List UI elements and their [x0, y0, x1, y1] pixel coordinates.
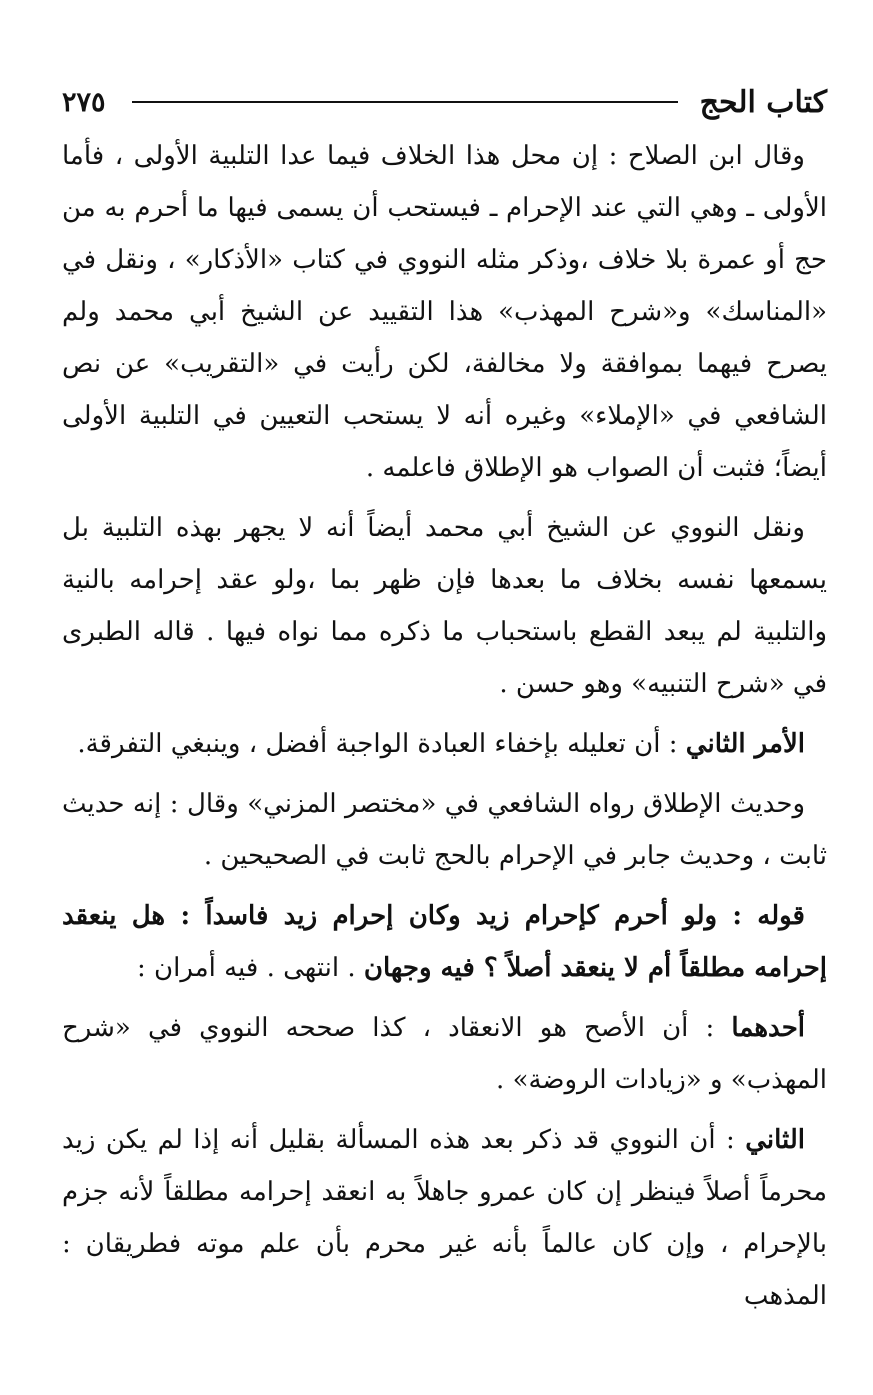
paragraph-5 [62, 890, 827, 994]
book-page [62, 72, 827, 1330]
page-header [62, 72, 827, 132]
paragraph-2 [62, 502, 827, 710]
paragraph-6 [62, 1002, 827, 1106]
paragraph-text: وقال ابن الصلاح : إن محل هذا الخلاف فيما عدا التلبية الأولى ، فأما الأولى ـ وهي التي عند الإحرام ـ فيستحب أن يسمى فيها ما أحرم به من حج أو عمرة بلا خلاف ،وذكر مثله النووي في كتاب «الأذكار» ، ونقل في «المناسك» و«شرح المهذب» هذا التقييد عن الشيخ أبي محمد ولم يصرح فيهما بموافقة ولا مخالفة، لكن رأيت في «التقريب» عن نص الشافعي في «الإملاء» وغيره أنه لا يستحب التعيين في التلبية الأولى أيضاً؛ فثبت أن الصواب هو الإطلاق فاعلمه . [62, 141, 827, 483]
paragraph-text: : أن النووي قد ذكر بعد هذه المسألة بقليل أنه إذا لم يكن زيد محرماً أصلاً فينظر إن كان عمرو جاهلاً به انعقد إحرامه مطلقاً لأنه جزم بالإحرام ، وإن كان عالماً بأنه غير محرم بأن علم موته فطريقان : المذهب [62, 1125, 827, 1311]
paragraph-text: : أن الأصح هو الانعقاد ، كذا صححه النووي في «شرح المهذب» و «زيادات الروضة» . [62, 1013, 827, 1095]
paragraph-text: : أن تعليله بإخفاء العبادة الواجبة أفضل ، وينبغي التفرقة. [77, 729, 678, 759]
paragraph-text: وحديث الإطلاق رواه الشافعي في «مختصر المزني» وقال : إنه حديث ثابت ، وحديث جابر في الإحرام بالحج ثابت في الصحيحين . [62, 789, 827, 871]
paragraph-heading: الثاني [745, 1125, 806, 1155]
paragraph-heading: قوله : ولو أحرم كإحرام زيد وكان إحرام زيد فاسداً : هل ينعقد إحرامه مطلقاً أم لا ينعقد أصلاً ؟ فيه وجهان [62, 901, 827, 983]
paragraph-text: . انتهى . فيه أمران : [137, 953, 356, 983]
paragraph-text: ونقل النووي عن الشيخ أبي محمد أيضاً أنه لا يجهر بهذه التلبية بل يسمعها نفسه بخلاف ما بعدها فإن ظهر بما ،ولو عقد إحرامه بالنية والتلبية لم يبعد القطع باستحباب ما ذكره مما نواه فيها . قاله الطبرى في «شرح التنبيه» وهو حسن . [62, 513, 827, 699]
paragraph-heading: أحدهما [731, 1013, 805, 1043]
page-number: ٢٧٥ [62, 86, 106, 118]
paragraph-7 [62, 1114, 827, 1322]
paragraph-3 [62, 718, 827, 770]
paragraph-4 [62, 778, 827, 882]
paragraph-heading: الأمر الثاني [685, 729, 805, 759]
paragraph-1 [62, 130, 827, 494]
chapter-title: كتاب الحج [699, 84, 827, 120]
header-rule [132, 101, 678, 103]
